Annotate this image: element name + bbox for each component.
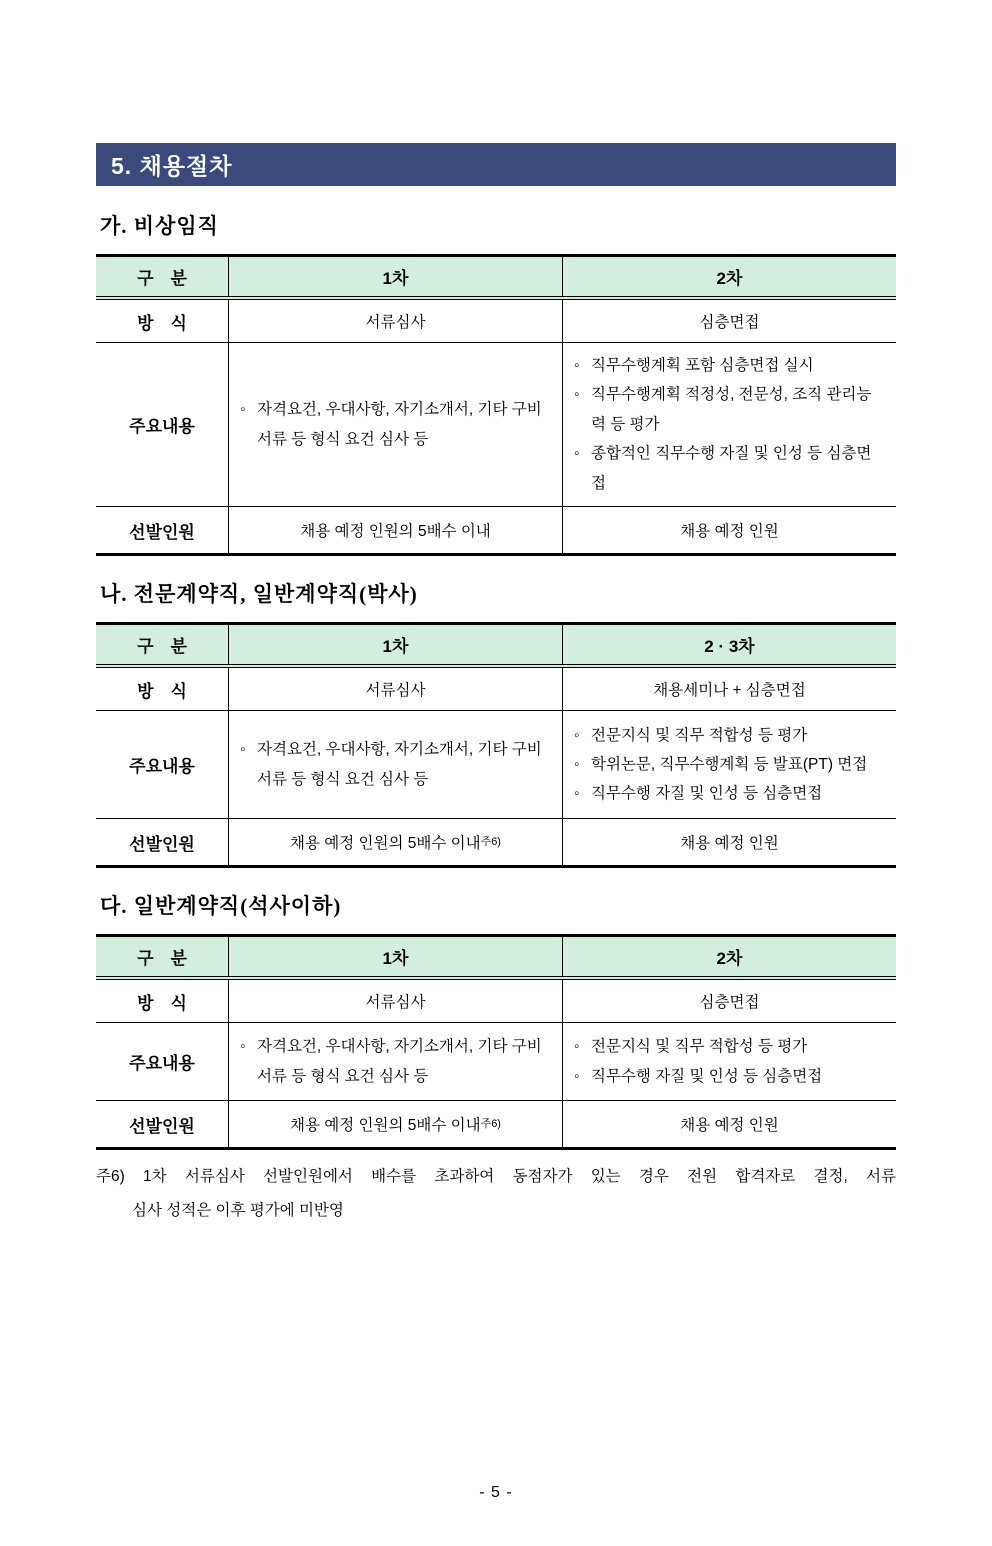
row-label-selection: 선발인원 — [96, 819, 229, 865]
list-item: ◦ 직무수행계획 포함 심층면접 실시 — [573, 351, 814, 380]
table-row-content — [96, 711, 896, 819]
row-label-content: 주요내용 — [96, 711, 229, 818]
footnote-line1: 주6) 1차 서류심사 선발인원에서 배수를 초과하여 동점자가 있는 경우 전원 합격자로 결정, 서류 — [96, 1168, 896, 1186]
row-label-content: 주요내용 — [96, 1023, 229, 1100]
col-header-category: 구 분 — [96, 625, 229, 664]
method-stage2: 심층면접 — [699, 314, 760, 331]
bullet-icon: ◦ — [574, 1067, 580, 1085]
list-item: ◦ 전문지식 및 직무 적합성 등 평가 — [573, 1032, 807, 1061]
bullet-icon: ◦ — [574, 755, 580, 773]
row-label-content: 주요내용 — [96, 343, 229, 506]
table-row-method — [96, 668, 896, 711]
content-stage23 — [563, 711, 896, 818]
table-row-selection — [96, 507, 896, 553]
content-stage2 — [563, 343, 896, 506]
bullet-icon: ◦ — [240, 741, 246, 759]
section-heading-na: 나. 전문계약직, 일반계약직(박사) — [100, 582, 418, 607]
list-item: ◦ 직무수행 자질 및 인성 등 심층면접 — [573, 1062, 822, 1091]
list-item: ◦ 자격요건, 우대사항, 자기소개서, 기타 구비서류 등 형식 요건 심사 등 — [239, 395, 552, 454]
content-stage1 — [229, 711, 563, 818]
row-label-selection: 선발인원 — [96, 1101, 229, 1147]
bullet-icon: ◦ — [574, 357, 580, 374]
table-ilban-gyeyakjik — [96, 934, 896, 1150]
table-jeonmun-gyeyakjik — [96, 622, 896, 868]
row-label-method: 방 식 — [96, 300, 229, 342]
table-bisangimjik — [96, 254, 896, 556]
list-item: ◦ 종합적인 직무수행 자질 및 인성 등 심층면접 — [573, 439, 886, 498]
col-header-stage2: 2차 — [716, 949, 743, 969]
row-label-method: 방 식 — [96, 980, 229, 1022]
list-item: ◦ 자격요건, 우대사항, 자기소개서, 기타 구비서류 등 형식 요건 심사 등 — [239, 735, 552, 794]
col-header-category: 구 분 — [96, 257, 229, 296]
content-stage1 — [229, 1023, 563, 1100]
document-page — [96, 143, 896, 1224]
method-stage1: 서류심사 — [229, 300, 563, 342]
col-header-stage1: 1차 — [229, 937, 563, 976]
col-header-stage2: 2차 — [716, 269, 743, 288]
section-banner — [96, 143, 896, 186]
bullet-icon: ◦ — [240, 1038, 246, 1056]
col-header-stage1: 1차 — [229, 625, 563, 664]
method-stage2: 심층면접 — [699, 994, 760, 1012]
bullet-icon: ◦ — [574, 726, 580, 744]
bullet-icon: ◦ — [574, 1038, 580, 1056]
selection-stage2: 채용 예정 인원 — [680, 1117, 779, 1135]
table-row-method — [96, 980, 896, 1023]
table-header-row — [96, 257, 896, 300]
col-header-category: 구 분 — [96, 937, 229, 976]
list-item: ◦ 직무수행계획 적정성, 전문성, 조직 관리능력 등 평가 — [573, 380, 886, 439]
selection-stage1: 채용 예정 인원의 5배수 이내 주6) — [229, 1101, 563, 1147]
bullet-icon: ◦ — [574, 785, 580, 803]
list-item: ◦ 직무수행 자질 및 인성 등 심층면접 — [573, 779, 822, 808]
list-item: ◦ 학위논문, 직무수행계획 등 발표(PT) 면접 — [573, 750, 867, 779]
row-label-selection: 선발인원 — [96, 507, 229, 553]
col-header-stage23: 2 · 3차 — [704, 637, 755, 657]
method-stage1: 서류심사 — [229, 668, 563, 710]
bullet-icon: ◦ — [574, 386, 580, 404]
page-number: - 5 - — [479, 1484, 513, 1501]
selection-stage1: 채용 예정 인원의 5배수 이내 — [229, 507, 563, 553]
list-item: ◦ 자격요건, 우대사항, 자기소개서, 기타 구비서류 등 형식 요건 심사 등 — [239, 1032, 552, 1091]
row-label-method: 방 식 — [96, 668, 229, 710]
selection-stage2: 채용 예정 인원 — [680, 523, 779, 541]
selection-stage1: 채용 예정 인원의 5배수 이내 주6) — [229, 819, 563, 865]
bullet-icon: ◦ — [574, 445, 580, 463]
method-stage1: 서류심사 — [229, 980, 563, 1022]
table-row-method — [96, 300, 896, 343]
content-stage1 — [229, 343, 563, 506]
section-heading-da: 다. 일반계약직(석사이하) — [100, 894, 342, 919]
method-stage23: 채용세미나 + 심층면접 — [653, 682, 806, 700]
table-header-row — [96, 625, 896, 668]
table-header-row — [96, 937, 896, 980]
table-row-selection — [96, 1101, 896, 1147]
footnote — [96, 1163, 896, 1224]
col-header-stage1: 1차 — [229, 257, 563, 296]
bullet-icon: ◦ — [240, 401, 246, 419]
table-row-content — [96, 343, 896, 507]
table-row-selection — [96, 819, 896, 865]
list-item: ◦ 전문지식 및 직무 적합성 등 평가 — [573, 721, 807, 750]
table-row-content — [96, 1023, 896, 1101]
content-stage2 — [563, 1023, 896, 1100]
section-heading-ga: 가. 비상임직 — [100, 214, 219, 238]
section-banner-title: 5. 채용절차 — [111, 153, 233, 179]
selection-stage23: 채용 예정 인원 — [680, 835, 779, 853]
footnote-line2: 심사 성적은 이후 평가에 미반영 — [132, 1202, 344, 1220]
